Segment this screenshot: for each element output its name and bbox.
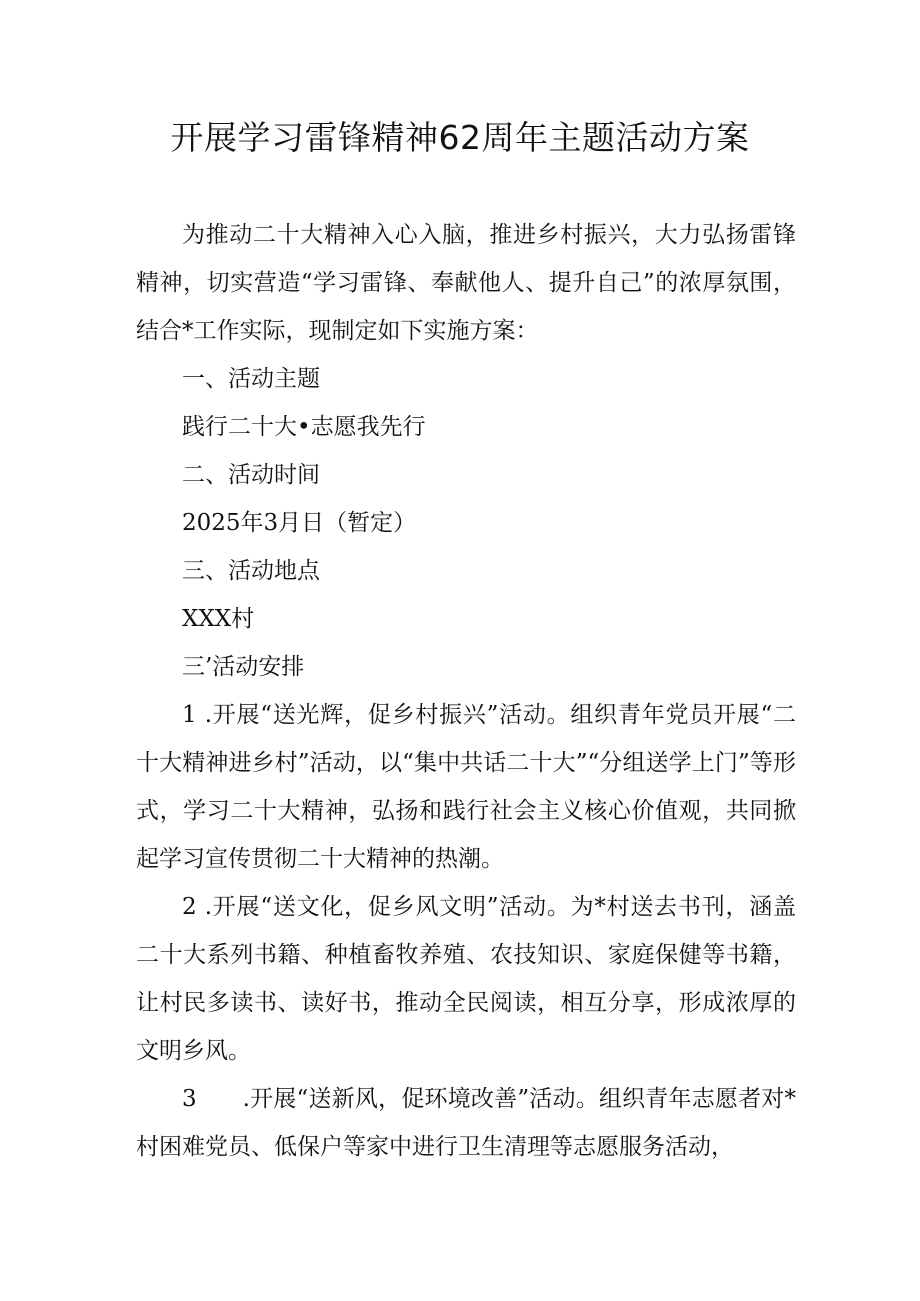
section-heading-location: 三、活动地点	[182, 558, 320, 584]
document-body	[136, 211, 796, 1171]
activity-item-3-number: 3	[182, 1086, 197, 1112]
section-content-time: 2025年3月日（暂定）	[182, 510, 417, 536]
section-heading-time: 二、活动时间	[182, 462, 320, 488]
activity-item-3	[136, 1075, 796, 1171]
activity-item-3-text: .开展“送新风，促环境改善”活动。组织青年志愿者对*村困难党员、低保户等家中进行卫生清理等志愿服务活动，	[136, 1086, 796, 1160]
section-heading-theme: 一、活动主题	[182, 366, 320, 392]
section-heading-arrangement: 三’活动安排	[182, 654, 305, 680]
activity-item-1: 1 .开展“送光辉，促乡村振兴”活动。组织青年党员开展“二十大精神进乡村”活动，以“集中共话二十大”“分组送学上门”等形式，学习二十大精神，弘扬和践行社会主义核心价值观，共同掀起学习宣传贯彻二十大精神的热潮。	[136, 702, 796, 872]
section-content-theme: 践行二十大•志愿我先行	[182, 414, 426, 440]
section-content-location: XXX村	[182, 606, 255, 632]
activity-item-2: 2 .开展“送文化，促乡风文明”活动。为*村送去书刊，涵盖二十大系列书籍、种植畜牧养殖、农技知识、家庭保健等书籍，让村民多读书、读好书，推动全民阅读，相互分享，形成浓厚的文明乡风。	[136, 894, 796, 1064]
intro-paragraph: 为推动二十大精神入心入脑，推进乡村振兴，大力弘扬雷锋精神，切实营造“学习雷锋、奉献他人、提升自己”的浓厚氛围，结合*工作实际，现制定如下实施方案：	[136, 222, 796, 344]
document-title: 开展学习雷锋精神62周年主题活动方案	[170, 118, 750, 157]
